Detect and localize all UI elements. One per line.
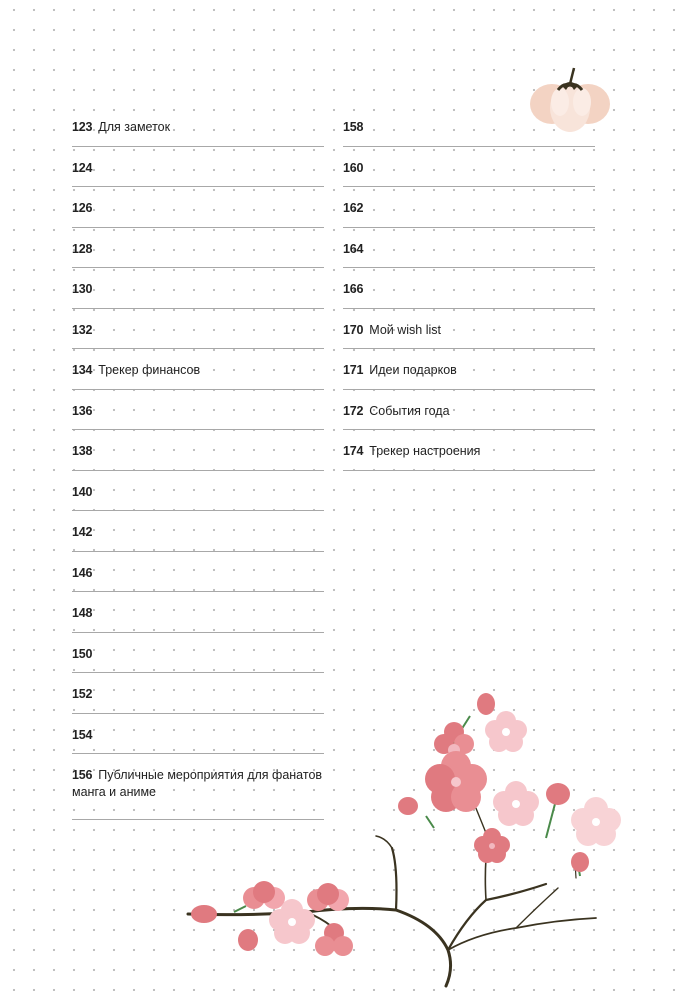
toc-entry <box>343 309 595 350</box>
toc-right-column <box>343 106 595 471</box>
toc-page-number: 158 <box>343 120 364 134</box>
toc-page-number: 150 <box>72 646 93 661</box>
toc-page-number: 166 <box>343 282 364 296</box>
toc-entry <box>72 633 324 674</box>
toc-entry-title: Идеи подарков <box>369 363 457 377</box>
toc-page-number: 172 <box>343 403 364 418</box>
toc-page-number: 130 <box>72 282 93 296</box>
toc-entry <box>72 390 324 431</box>
toc-page-number: 148 <box>72 606 93 620</box>
blossom-flowers <box>191 693 621 956</box>
toc-entry <box>72 268 324 309</box>
toc-page-number: 160 <box>343 160 364 175</box>
toc-entry <box>72 309 324 350</box>
cream-blossom-illustration <box>522 60 614 136</box>
toc-entry-title: Публичные мероприятия для фанатов манга и аниме <box>72 768 323 799</box>
toc-entry <box>72 511 324 552</box>
toc-entry <box>343 268 595 309</box>
toc-entry <box>343 147 595 188</box>
toc-page-number: 162 <box>343 201 364 215</box>
toc-page-number: 171 <box>343 363 364 377</box>
toc-page-number: 174 <box>343 444 364 458</box>
toc-page-number: 124 <box>72 160 93 175</box>
toc-entry <box>72 552 324 593</box>
toc-page-number: 156 <box>72 768 93 782</box>
toc-entry <box>72 471 324 512</box>
toc-page-number: 128 <box>72 241 93 256</box>
toc-page-number: 142 <box>72 525 93 539</box>
toc-page-number: 154 <box>72 727 93 742</box>
toc-page-number: 164 <box>343 241 364 256</box>
toc-entry <box>72 228 324 269</box>
toc-entry <box>72 349 324 390</box>
toc-entry <box>343 349 595 390</box>
toc-entry-title: Мой wish list <box>369 322 441 337</box>
toc-page-number: 136 <box>72 403 93 418</box>
toc-page-number: 132 <box>72 322 93 337</box>
toc-entry <box>72 592 324 633</box>
toc-entry <box>343 187 595 228</box>
toc-entry-title: Трекер финансов <box>98 363 201 377</box>
toc-entry-title: События года <box>369 403 450 418</box>
toc-page-number: 152 <box>72 687 93 701</box>
toc-page-number: 138 <box>72 444 93 458</box>
toc-entry <box>72 147 324 188</box>
toc-page-number: 140 <box>72 484 93 499</box>
toc-entry <box>343 430 595 471</box>
toc-page-number: 123 <box>72 120 93 134</box>
toc-entry <box>72 187 324 228</box>
toc-page-number: 146 <box>72 565 93 580</box>
toc-entry <box>343 228 595 269</box>
toc-page-number: 126 <box>72 201 93 215</box>
toc-entry <box>343 390 595 431</box>
toc-page-number: 134 <box>72 363 93 377</box>
cherry-blossom-branch-illustration <box>186 688 626 988</box>
toc-entry <box>72 430 324 471</box>
toc-entry <box>72 106 324 147</box>
toc-entry-title: Для заметок <box>98 120 171 134</box>
toc-page-number: 170 <box>343 322 364 337</box>
toc-entry-title: Трекер настроения <box>369 444 481 458</box>
